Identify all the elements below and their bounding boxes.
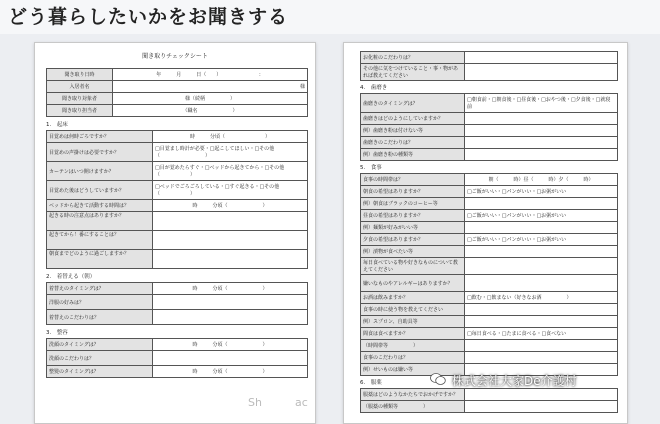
row-label: カーテンはいつ開けますか？: [47, 162, 153, 181]
table-row: [361, 198, 618, 210]
row-label: 例）漬物が食べたい等: [361, 246, 465, 258]
row-value: [465, 198, 618, 210]
row-label: 食事の時に使う物を教えてください: [361, 304, 465, 316]
section-title: 6. 服薬: [360, 380, 382, 386]
info-value: 年 月 日（ ） ：: [113, 69, 308, 81]
row-value: [153, 295, 308, 310]
table-row: [361, 174, 618, 186]
table-row: [361, 389, 618, 401]
info-label: 聞き取り日時: [47, 69, 113, 81]
info-value: （職名 ）: [113, 105, 308, 117]
table-row: [47, 143, 308, 162]
row-value: [465, 113, 618, 125]
row-label: 洋服の好みは？: [47, 295, 153, 310]
checklist-page-2: [343, 42, 628, 424]
row-label: （時間帯等 ）: [361, 340, 465, 352]
row-value: [153, 212, 308, 231]
row-value: 時 分頃（ ）: [153, 339, 308, 351]
row-label: 夕食の希望はありますか？: [361, 234, 465, 246]
section-table-medication: [360, 388, 618, 413]
row-label: 朝食までどのように過ごしますか？: [47, 250, 153, 269]
section-table-dressing: [46, 282, 308, 325]
row-value: [153, 231, 308, 250]
section-table-toothbrushing: [360, 93, 618, 161]
row-value: [465, 340, 618, 352]
row-label: 起きる時の注意点はありますか？: [47, 212, 153, 231]
table-row: [361, 64, 618, 81]
table-row: [361, 52, 618, 64]
info-label: 聞き取り対象者: [47, 93, 113, 105]
table-row: [361, 234, 618, 246]
row-label: 例）歯磨き粉は付けない等: [361, 125, 465, 137]
row-value: □目が覚めたらすぐ・□ベッドから起きてから・□その他（ ）: [153, 162, 308, 181]
table-row: [47, 131, 308, 143]
table-row: [361, 292, 618, 304]
table-row: [361, 94, 618, 113]
row-value: [465, 64, 618, 81]
info-row: [47, 105, 308, 117]
watermark-text: 株式会社大家De介護村: [452, 374, 577, 388]
row-value: 時 分頃（ ）: [153, 200, 308, 212]
row-label: 昼食の希望はありますか？: [361, 210, 465, 222]
row-label: 歯磨きのこだわりは？: [361, 137, 465, 149]
table-row: [361, 246, 618, 258]
info-value: 様: [113, 81, 308, 93]
table-row: [361, 352, 618, 364]
info-label: 聞き取り担当者: [47, 105, 113, 117]
section-table-grooming: [46, 338, 308, 378]
row-value: □ご飯がいい・□パンがいい・□お粥がいい: [465, 186, 618, 198]
table-row: [361, 316, 618, 328]
row-value: □ベッドでごろごろしている・□すぐ起きる・□その他（ ）: [153, 181, 308, 200]
row-label: 洗顔のこだわりは？: [47, 351, 153, 366]
top-table: [360, 51, 618, 81]
row-value: [153, 310, 308, 325]
table-row: [47, 310, 308, 325]
row-label: 服薬はどのようなかたちでおかげですか？: [361, 389, 465, 401]
row-label: 歯磨きのタイミングは？: [361, 94, 465, 113]
table-row: [47, 339, 308, 351]
row-label: 洗顔のタイミングは？: [47, 339, 153, 351]
table-row: [361, 149, 618, 161]
row-label: 着替えのこだわりは？: [47, 310, 153, 325]
section-title: 2. 着替える（朝）: [46, 274, 96, 280]
row-value: [153, 250, 308, 269]
row-value: □ご飯がいい・□パンがいい・□お粥がいい: [465, 210, 618, 222]
row-value: [465, 258, 618, 275]
page-title: どう暮らしたいかをお聞きする: [8, 6, 289, 28]
row-label: 食事のこだわりは？: [361, 352, 465, 364]
table-row: [361, 125, 618, 137]
row-label: お化粧のこだわりは？: [361, 52, 465, 64]
row-value: □朝食前・□朝食後・□昼食後・□おやつ後・□夕食後・□就寝前: [465, 94, 618, 113]
row-value: [465, 401, 618, 413]
section-title: 1. 起床: [46, 122, 68, 128]
row-label: 目覚めの声掛けは必要ですか？: [47, 143, 153, 162]
row-value: [465, 52, 618, 64]
table-row: [361, 113, 618, 125]
row-value: □毎日食べる・□たまに食べる・□食べない: [465, 328, 618, 340]
blurred-caption: Sh ac: [248, 396, 308, 409]
row-value: [465, 352, 618, 364]
row-label: 嫌いなものやアレルギーはありますか？: [361, 275, 465, 292]
table-row: [361, 210, 618, 222]
table-row: [361, 340, 618, 352]
row-label: 着替えのタイミングは？: [47, 283, 153, 295]
table-row: [361, 401, 618, 413]
row-value: 朝（ 時）昼（ 時）夕（ 時）: [465, 174, 618, 186]
row-label: 例）朝食はブラックのコーヒー等: [361, 198, 465, 210]
info-label: 入居者名: [47, 81, 113, 93]
row-value: [465, 304, 618, 316]
row-value: □飲む・□飲まない（好きなお酒 ）: [465, 292, 618, 304]
table-row: [47, 283, 308, 295]
info-row: [47, 69, 308, 81]
row-value: □ご飯がいい・□パンがいい・□お粥がいい: [465, 234, 618, 246]
row-value: [465, 316, 618, 328]
section-title: 5. 食事: [360, 165, 382, 171]
info-value: 様（続柄 ）: [113, 93, 308, 105]
row-value: 時 分頃（ ）: [153, 366, 308, 378]
table-row: [47, 295, 308, 310]
row-value: 時 分頃（ ）: [153, 283, 308, 295]
section-table-meals: [360, 173, 618, 376]
row-label: 例）麺類が好みがいい等: [361, 222, 465, 234]
header-bar: [0, 0, 660, 34]
row-value: □目覚まし時計が必要・□起こしてほしい・□その他（ ）: [153, 143, 308, 162]
section-title: 4. 歯磨き: [360, 85, 388, 91]
row-label: ベッドから起きて活動する時間は？: [47, 200, 153, 212]
table-row: [361, 258, 618, 275]
row-label: 例）歯磨き粉の種類等: [361, 149, 465, 161]
row-value: [465, 125, 618, 137]
section-title: 3. 整容: [46, 330, 68, 336]
row-label: お酒は飲みますか？: [361, 292, 465, 304]
row-value: [465, 275, 618, 292]
row-label: 例）せいものは嫌い等: [361, 364, 465, 376]
info-row: [47, 81, 308, 93]
table-row: [47, 231, 308, 250]
table-row: [47, 162, 308, 181]
row-label: 間食は食べますか？: [361, 328, 465, 340]
table-row: [47, 366, 308, 378]
table-row: [47, 200, 308, 212]
row-label: 起きてから！番にすることは？: [47, 231, 153, 250]
table-row: [361, 137, 618, 149]
row-value: [465, 389, 618, 401]
row-label: 食事の時間帯は？: [361, 174, 465, 186]
table-row: [47, 250, 308, 269]
table-row: [47, 351, 308, 366]
row-label: その他に気をつけていること・事・物があれば教えてください: [361, 64, 465, 81]
table-row: [361, 275, 618, 292]
wechat-icon: [430, 372, 446, 386]
table-row: [361, 222, 618, 234]
row-label: 目覚めた後はどうしていますか？: [47, 181, 153, 200]
row-label: 目覚めは何時ごろですか？: [47, 131, 153, 143]
checklist-page-1: [34, 42, 316, 424]
row-label: 整髪のタイミングは？: [47, 366, 153, 378]
section-table-wakeup: [46, 130, 308, 269]
row-value: [465, 246, 618, 258]
row-value: [465, 149, 618, 161]
row-label: 歯磨きはどのようにしていますか？: [361, 113, 465, 125]
table-row: [361, 186, 618, 198]
info-row: [47, 93, 308, 105]
table-row: [361, 328, 618, 340]
row-value: [465, 222, 618, 234]
row-label: 例）スプロン、自助具等: [361, 316, 465, 328]
table-row: [47, 212, 308, 231]
info-table: [46, 68, 308, 117]
row-value: 時 分頃（ ）: [153, 131, 308, 143]
doc-title: 聞き取りチェックシート: [142, 53, 208, 60]
row-label: 毎日食べている物や好きなものについて教えてください: [361, 258, 465, 275]
table-row: [47, 181, 308, 200]
table-row: [361, 304, 618, 316]
row-label: 朝食の希望はありますか？: [361, 186, 465, 198]
row-value: [153, 351, 308, 366]
row-label: （服薬の種類等 ）: [361, 401, 465, 413]
row-value: [465, 137, 618, 149]
